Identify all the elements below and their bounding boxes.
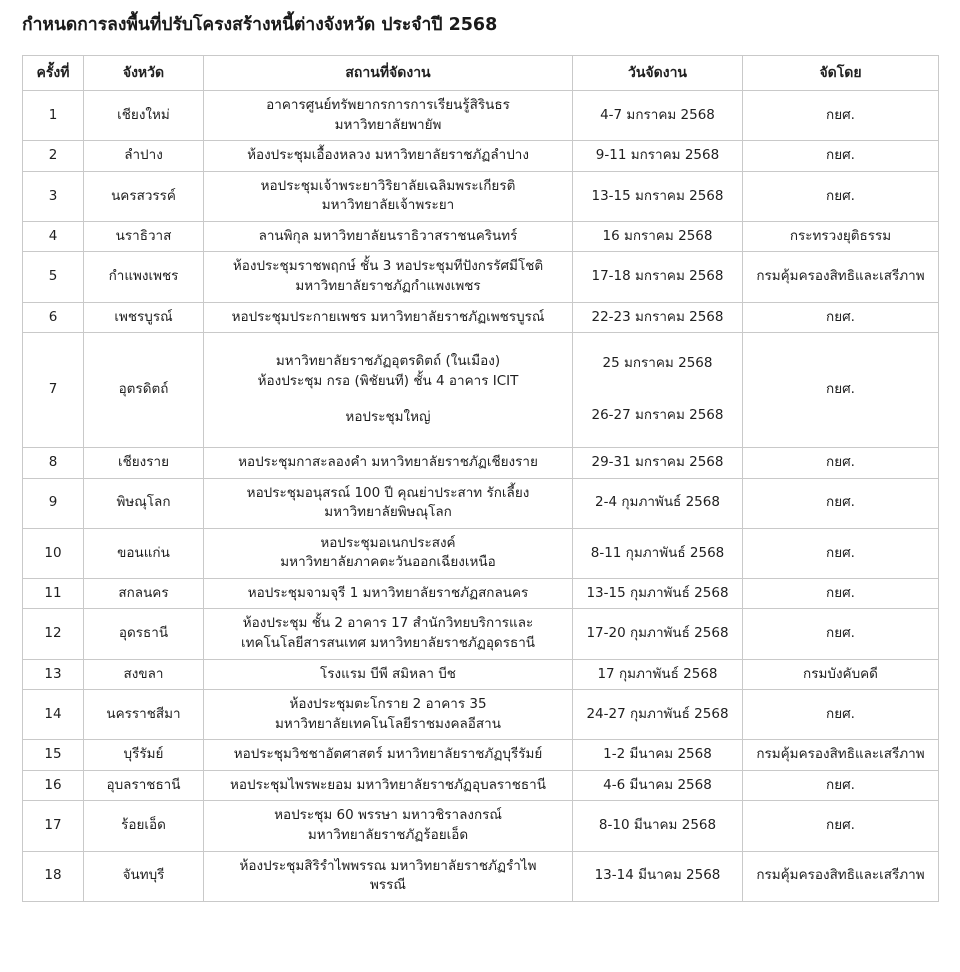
cell-venue xyxy=(204,171,573,221)
cell-province: ร้อยเอ็ด xyxy=(84,801,204,851)
cell-no: 9 xyxy=(23,478,84,528)
cell-no: 16 xyxy=(23,770,84,801)
venue-line: ห้องประชุมตะโกราย 2 อาคาร 35 xyxy=(289,696,487,713)
date-line: 13-14 มีนาคม 2568 xyxy=(594,867,721,884)
column-header-organizer: จัดโดย xyxy=(743,55,939,90)
table-row xyxy=(23,851,939,901)
cell-date xyxy=(573,578,743,609)
cell-no: 18 xyxy=(23,851,84,901)
cell-province: สกลนคร xyxy=(84,578,204,609)
cell-venue xyxy=(204,659,573,690)
cell-no: 15 xyxy=(23,740,84,771)
venue-line: โรงแรม บีพี สมิหลา บีช xyxy=(320,665,456,682)
table-row xyxy=(23,801,939,851)
cell-no: 3 xyxy=(23,171,84,221)
cell-organizer: กรมคุ้มครองสิทธิและเสรีภาพ xyxy=(743,851,939,901)
cell-organizer: กยศ. xyxy=(743,91,939,141)
cell-no: 10 xyxy=(23,528,84,578)
cell-venue xyxy=(204,851,573,901)
cell-no: 5 xyxy=(23,252,84,302)
date-line: 17-18 มกราคม 2568 xyxy=(591,268,724,285)
cell-date xyxy=(573,252,743,302)
venue-line: หอประชุมอนุสรณ์ 100 ปี คุณย่าประสาท รักเลี้ยง xyxy=(246,484,530,501)
cell-organizer: กรมคุ้มครองสิทธิและเสรีภาพ xyxy=(743,252,939,302)
cell-province: เชียงราย xyxy=(84,448,204,479)
cell-venue xyxy=(204,770,573,801)
table-row xyxy=(23,770,939,801)
cell-province: อุตรดิตถ์ xyxy=(84,333,204,448)
table-row xyxy=(23,659,939,690)
date-line: 13-15 มกราคม 2568 xyxy=(591,187,724,204)
cell-date xyxy=(573,690,743,740)
cell-venue xyxy=(204,333,573,448)
cell-venue xyxy=(204,690,573,740)
cell-no: 7 xyxy=(23,333,84,448)
venue-line: หอประชุมไพรพะยอม มหาวิทยาลัยราชภัฏอุบลราชธานี xyxy=(230,776,546,793)
venue-line: ห้องประชุม ชั้น 2 อาคาร 17 สำนักวิทยบริการและ xyxy=(242,615,534,632)
cell-date xyxy=(573,141,743,172)
cell-date xyxy=(573,609,743,659)
table-row xyxy=(23,91,939,141)
cell-date xyxy=(573,302,743,333)
cell-organizer: กยศ. xyxy=(743,333,939,448)
cell-province: นราธิวาส xyxy=(84,221,204,252)
date-line: 4-6 มีนาคม 2568 xyxy=(603,776,712,793)
venue-line: มหาวิทยาลัยพิษณุโลก xyxy=(324,504,452,521)
table-row xyxy=(23,302,939,333)
cell-venue xyxy=(204,578,573,609)
table-row xyxy=(23,141,939,172)
column-header-no: ครั้งที่ xyxy=(23,55,84,90)
date-line: 25 มกราคม 2568 xyxy=(602,355,713,372)
cell-province: เชียงใหม่ xyxy=(84,91,204,141)
cell-organizer: กยศ. xyxy=(743,690,939,740)
cell-no: 8 xyxy=(23,448,84,479)
column-header-province: จังหวัด xyxy=(84,55,204,90)
venue-line: หอประชุมจามจุรี 1 มหาวิทยาลัยราชภัฏสกลนคร xyxy=(247,584,529,601)
venue-line: หอประชุมอเนกประสงค์ xyxy=(320,534,456,551)
cell-organizer: กยศ. xyxy=(743,171,939,221)
cell-province: นครสวรรค์ xyxy=(84,171,204,221)
cell-venue xyxy=(204,801,573,851)
venue-line: มหาวิทยาลัยเทคโนโลยีราชมงคลอีสาน xyxy=(275,715,501,732)
cell-organizer: กยศ. xyxy=(743,770,939,801)
date-line: 2-4 กุมภาพันธ์ 2568 xyxy=(595,494,720,511)
date-line: 29-31 มกราคม 2568 xyxy=(591,454,724,471)
venue-line: พรรณี xyxy=(370,877,406,894)
venue-line: หอประชุม 60 พรรษา มหาวชิราลงกรณ์ xyxy=(274,807,502,824)
venue-line: หอประชุมเจ้าพระยาวิริยาลัยเฉลิมพระเกียรติ xyxy=(260,177,516,194)
date-line: 17-20 กุมภาพันธ์ 2568 xyxy=(586,625,729,642)
schedule-table xyxy=(22,55,939,902)
date-line: 13-15 กุมภาพันธ์ 2568 xyxy=(586,584,729,601)
venue-line: มหาวิทยาลัยราชภัฏร้อยเอ็ด xyxy=(307,826,469,843)
schedule-table-container xyxy=(0,37,960,902)
date-line: 1-2 มีนาคม 2568 xyxy=(603,746,712,763)
cell-no: 13 xyxy=(23,659,84,690)
table-row xyxy=(23,740,939,771)
venue-line: เทคโนโลยีสารสนเทศ มหาวิทยาลัยราชภัฏอุดรธานี xyxy=(240,635,536,652)
venue-line: ห้องประชุมสิริรำไพพรรณ มหาวิทยาลัยราชภัฏรำไพ xyxy=(239,857,537,874)
venue-line: มหาวิทยาลัยราชภัฏกำแพงเพชร xyxy=(295,277,481,294)
date-line: 16 มกราคม 2568 xyxy=(602,227,713,244)
date-line: 17 กุมภาพันธ์ 2568 xyxy=(597,665,718,682)
cell-no: 17 xyxy=(23,801,84,851)
venue-line: มหาวิทยาลัยภาคตะวันออกเฉียงเหนือ xyxy=(280,554,496,571)
cell-venue xyxy=(204,302,573,333)
cell-venue xyxy=(204,141,573,172)
cell-no: 6 xyxy=(23,302,84,333)
cell-province: ขอนแก่น xyxy=(84,528,204,578)
table-row xyxy=(23,221,939,252)
table-row xyxy=(23,171,939,221)
cell-organizer: กยศ. xyxy=(743,141,939,172)
date-line: 8-10 มีนาคม 2568 xyxy=(598,817,717,834)
cell-province: บุรีรัมย์ xyxy=(84,740,204,771)
cell-province: กำแพงเพชร xyxy=(84,252,204,302)
table-body xyxy=(23,91,939,902)
cell-province: จันทบุรี xyxy=(84,851,204,901)
cell-date xyxy=(573,91,743,141)
table-row xyxy=(23,448,939,479)
cell-venue xyxy=(204,448,573,479)
venue-spacer xyxy=(212,391,564,408)
cell-venue xyxy=(204,252,573,302)
cell-province: พิษณุโลก xyxy=(84,478,204,528)
cell-no: 2 xyxy=(23,141,84,172)
cell-no: 1 xyxy=(23,91,84,141)
venue-line: หอประชุมกาสะลองคำ มหาวิทยาลัยราชภัฏเชียงราย xyxy=(238,454,538,471)
cell-date xyxy=(573,740,743,771)
table-row xyxy=(23,478,939,528)
table-row xyxy=(23,609,939,659)
cell-organizer: กยศ. xyxy=(743,609,939,659)
venue-line: หอประชุมวิชชาอัตศาสตร์ มหาวิทยาลัยราชภัฏบุรีรัมย์ xyxy=(233,746,543,763)
cell-province: เพชรบูรณ์ xyxy=(84,302,204,333)
venue-line: หอประชุมใหญ่ xyxy=(345,409,431,426)
venue-line: มหาวิทยาลัยราชภัฏอุตรดิตถ์ (ในเมือง) xyxy=(275,353,501,370)
cell-no: 11 xyxy=(23,578,84,609)
cell-no: 14 xyxy=(23,690,84,740)
cell-organizer: กรมคุ้มครองสิทธิและเสรีภาพ xyxy=(743,740,939,771)
cell-venue xyxy=(204,740,573,771)
venue-line: ห้องประชุม กรอ (พิชัยนที) ชั้น 4 อาคาร ICIT xyxy=(257,372,519,389)
cell-date xyxy=(573,221,743,252)
date-line: 24-27 กุมภาพันธ์ 2568 xyxy=(586,705,729,722)
cell-date xyxy=(573,770,743,801)
table-row xyxy=(23,690,939,740)
cell-no: 4 xyxy=(23,221,84,252)
cell-date xyxy=(573,528,743,578)
date-line: 8-11 กุมภาพันธ์ 2568 xyxy=(590,544,725,561)
venue-line: อาคารศูนย์ทรัพยากรการการเรียนรู้สิรินธร xyxy=(266,97,510,114)
table-row xyxy=(23,528,939,578)
cell-organizer: กรมบังคับคดี xyxy=(743,659,939,690)
date-line: 9-11 มกราคม 2568 xyxy=(595,147,720,164)
cell-date xyxy=(573,659,743,690)
cell-organizer: กยศ. xyxy=(743,528,939,578)
cell-organizer: กยศ. xyxy=(743,478,939,528)
table-header xyxy=(23,55,939,90)
cell-date xyxy=(573,333,743,448)
cell-organizer: กยศ. xyxy=(743,448,939,479)
cell-date xyxy=(573,171,743,221)
cell-date xyxy=(573,478,743,528)
cell-date xyxy=(573,851,743,901)
cell-organizer: กระทรวงยุติธรรม xyxy=(743,221,939,252)
venue-line: ห้องประชุมราชพฤกษ์ ชั้น 3 หอประชุมทีปังกรรัศมีโชติ xyxy=(232,258,544,275)
table-header-row xyxy=(23,55,939,90)
date-line: 4-7 มกราคม 2568 xyxy=(600,106,715,123)
cell-venue xyxy=(204,528,573,578)
cell-organizer: กยศ. xyxy=(743,302,939,333)
cell-venue xyxy=(204,221,573,252)
date-line: 22-23 มกราคม 2568 xyxy=(591,308,724,325)
venue-line: มหาวิทยาลัยเจ้าพระยา xyxy=(321,197,455,214)
cell-venue xyxy=(204,609,573,659)
cell-province: ลำปาง xyxy=(84,141,204,172)
column-header-venue: สถานที่จัดงาน xyxy=(204,55,573,90)
cell-date xyxy=(573,801,743,851)
cell-venue xyxy=(204,91,573,141)
venue-line: ลานพิกุล มหาวิทยาลัยนราธิวาสราชนครินทร์ xyxy=(258,227,518,244)
cell-organizer: กยศ. xyxy=(743,578,939,609)
page-title: กำหนดการลงพื้นที่ปรับโครงสร้างหนี้ต่างจังหวัด ประจำปี 2568 xyxy=(22,15,498,35)
table-row xyxy=(23,252,939,302)
cell-province: นครราชสีมา xyxy=(84,690,204,740)
cell-date xyxy=(573,448,743,479)
cell-province: อุดรธานี xyxy=(84,609,204,659)
cell-no: 12 xyxy=(23,609,84,659)
date-spacer xyxy=(577,374,738,406)
cell-organizer: กยศ. xyxy=(743,801,939,851)
cell-venue xyxy=(204,478,573,528)
date-line-secondary: 26-27 มกราคม 2568 xyxy=(591,407,724,424)
venue-line: มหาวิทยาลัยพายัพ xyxy=(334,116,442,133)
cell-province: สงขลา xyxy=(84,659,204,690)
venue-line: หอประชุมประกายเพชร มหาวิทยาลัยราชภัฏเพชรบูรณ์ xyxy=(231,308,545,325)
column-header-date: วันจัดงาน xyxy=(573,55,743,90)
table-row xyxy=(23,333,939,448)
table-row xyxy=(23,578,939,609)
venue-line: ห้องประชุมเอื้องหลวง มหาวิทยาลัยราชภัฏลำปาง xyxy=(247,147,529,164)
cell-province: อุบลราชธานี xyxy=(84,770,204,801)
